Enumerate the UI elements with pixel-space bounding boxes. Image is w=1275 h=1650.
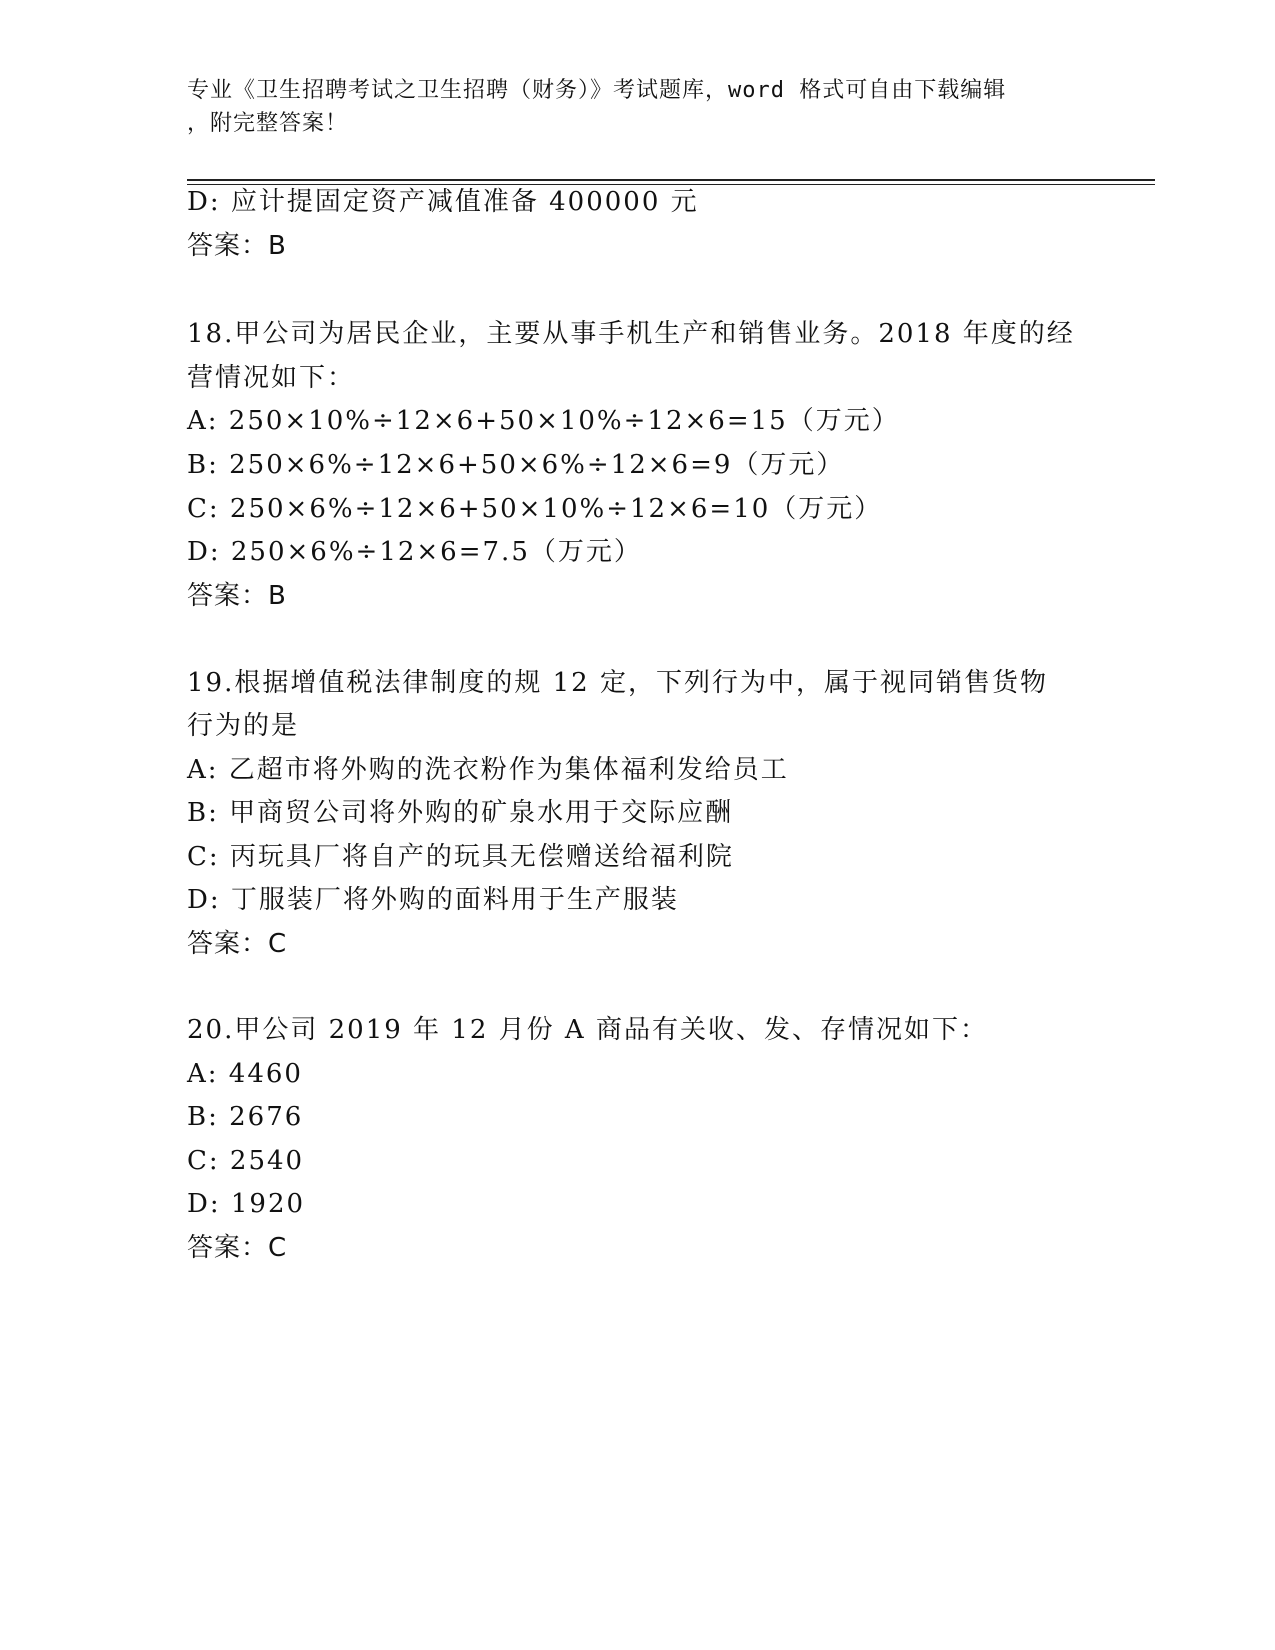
q19-option-b: B: 甲商贸公司将外购的矿泉水用于交际应酬: [187, 798, 734, 828]
q20-option-b: B: 2676: [187, 1102, 304, 1132]
q20-option-d: D: 1920: [187, 1189, 306, 1219]
q18-option-b: B: 250×6%÷12×6+50×6%÷12×6=9（万元）: [187, 450, 845, 480]
header-line-2: ，附完整答案！: [187, 111, 349, 136]
q18-answer: 答案：B: [187, 581, 287, 611]
q19-option-d: D: 丁服装厂将外购的面料用于生产服装: [187, 885, 679, 915]
header-line-1: 专业《卫生招聘考试之卫生招聘（财务）》考试题库，word 格式可自由下载编辑: [187, 78, 1007, 103]
q20-option-c: C: 2540: [187, 1146, 305, 1176]
q18-stem-line-1: 18.甲公司为居民企业，主要从事手机生产和销售业务。2018 年度的经: [187, 319, 1075, 349]
q17-answer: 答案：B: [187, 231, 287, 261]
q19-answer: 答案：C: [187, 929, 288, 959]
q18-option-c: C: 250×6%÷12×6+50×10%÷12×6=10（万元）: [187, 494, 883, 524]
header-divider-thick: [187, 179, 1155, 181]
q19-stem-line-2: 行为的是: [187, 711, 300, 741]
q20-option-a: A: 4460: [187, 1059, 303, 1089]
q18-stem-line-2: 营情况如下：: [187, 363, 356, 393]
q20-stem-line-1: 20.甲公司 2019 年 12 月份 A 商品有关收、发、存情况如下：: [187, 1015, 988, 1045]
q18-option-d: D: 250×6%÷12×6=7.5（万元）: [187, 537, 642, 567]
q19-stem-line-1: 19.根据增值税法律制度的规 12 定，下列行为中，属于视同销售货物: [187, 668, 1048, 698]
q19-option-c: C: 丙玩具厂将自产的玩具无偿赠送给福利院: [187, 842, 734, 872]
q18-option-a: A: 250×10%÷12×6+50×10%÷12×6=15（万元）: [187, 406, 900, 436]
header-divider-thin: [187, 184, 1155, 185]
q20-answer: 答案：C: [187, 1233, 288, 1263]
q19-option-a: A: 乙超市将外购的洗衣粉作为集体福利发给员工: [187, 755, 789, 785]
q17-option-d: D: 应计提固定资产减值准备 400000 元: [187, 187, 699, 217]
document-header: [187, 74, 1077, 140]
